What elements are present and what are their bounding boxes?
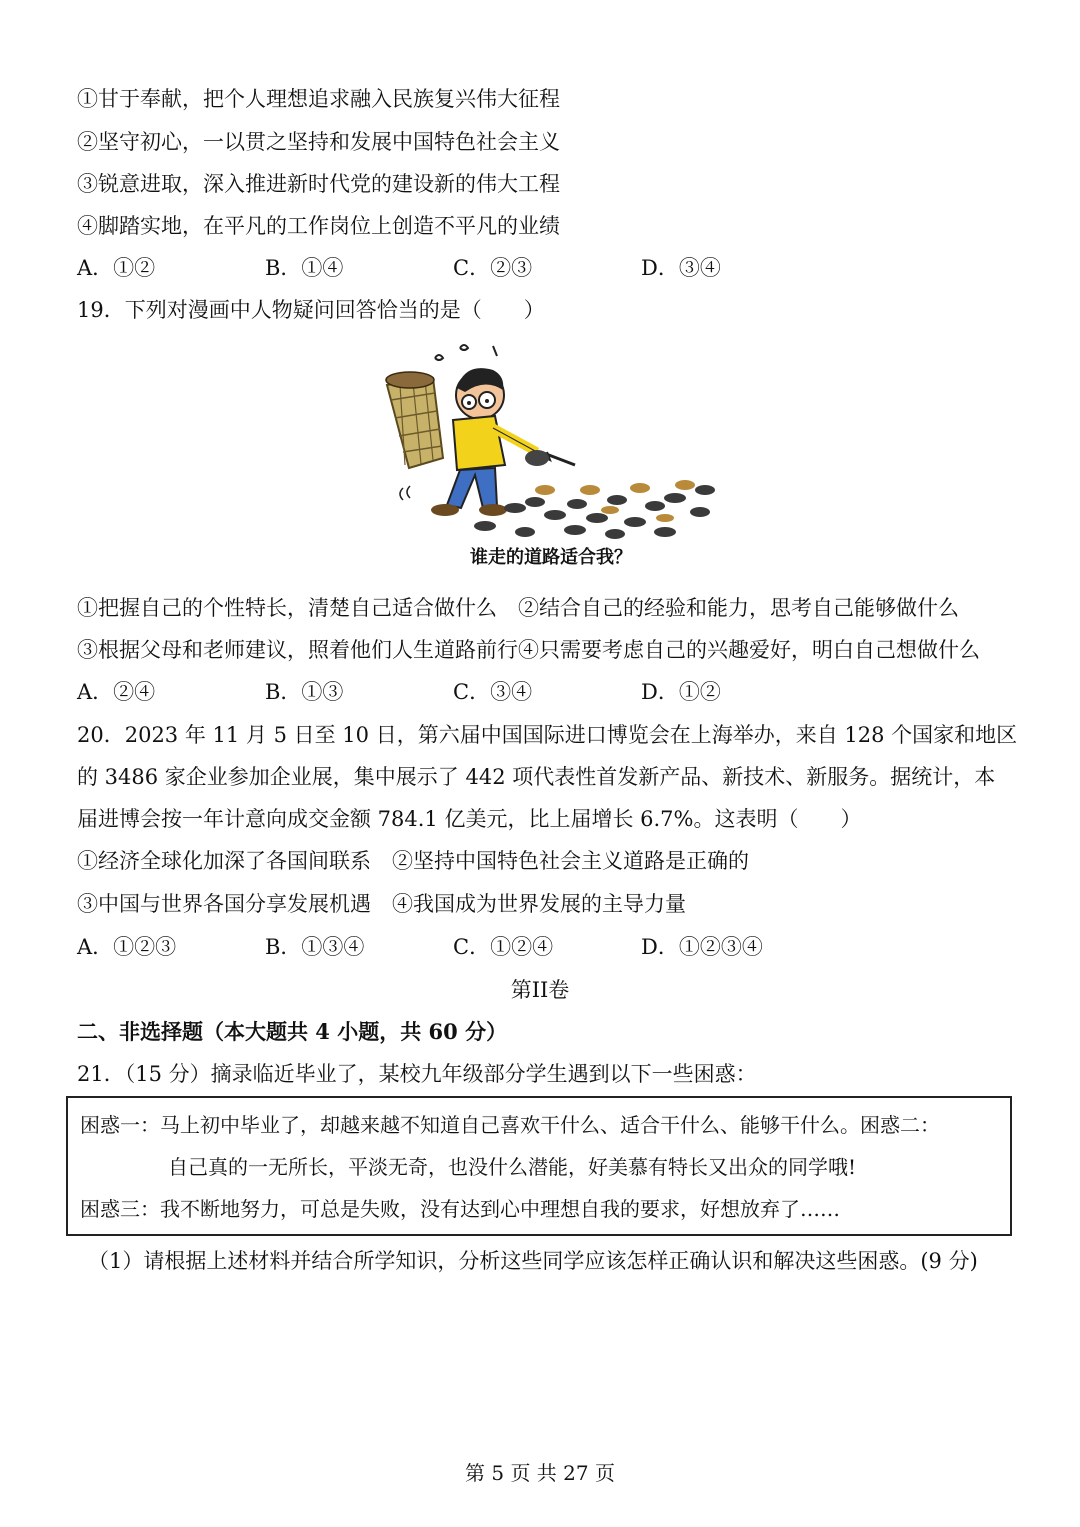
q21-box-line-3: 困惑三：我不断地努力，可总是失败，没有达到心中理想自我的要求，好想放弃了……: [80, 1197, 840, 1221]
q18-option-a: A．①②: [77, 256, 156, 280]
q19-option-d: D．①②: [641, 680, 721, 704]
q21-material-box: [66, 1096, 1012, 1236]
q20-option-b: B．①③④: [265, 935, 365, 959]
q19-stem: 19．下列对漫画中人物疑问回答恰当的是（ ）: [77, 298, 545, 322]
cartoon-illustration: [365, 340, 720, 540]
q20-line-1: ①经济全球化加深了各国间联系 ②坚持中国特色社会主义道路是正确的: [77, 849, 749, 873]
q18-item-2: ②坚守初心，一以贯之坚持和发展中国特色社会主义: [77, 130, 560, 154]
part2-title: 第II卷: [510, 978, 570, 1002]
q20-stem-line-3: 届进博会按一年计意向成交金额 784.1 亿美元，比上届增长 6.7%。这表明（ ）: [77, 807, 862, 831]
q18-item-1: ①甘于奉献，把个人理想追求融入民族复兴伟大征程: [77, 87, 560, 111]
q19-option-c: C．③④: [453, 680, 533, 704]
q20-options: [77, 932, 777, 962]
q20-option-d: D．①②③④: [641, 935, 763, 959]
q20-line-2: ③中国与世界各国分享发展机遇 ④我国成为世界发展的主导力量: [77, 892, 686, 916]
q20-option-a: A．①②③: [77, 935, 177, 959]
page-footer: 第 5 页 共 27 页: [465, 1461, 615, 1485]
section-heading: 二、非选择题（本大题共 4 小题，共 60 分）: [77, 1019, 508, 1044]
q21-box-line-2: 自己真的一无所长，平淡无奇，也没什么潜能，好美慕有特长又出众的同学哦!: [168, 1155, 857, 1179]
q20-stem-line-1: 20．2023 年 11 月 5 日至 10 日，第六届中国国际进口博览会在上海举办，来自 128 个国家和地区: [77, 723, 1018, 747]
q19-option-a: A．②④: [77, 680, 156, 704]
q20-stem-line-2: 的 3486 家企业参加企业展，集中展示了 442 项代表性首发新产品、新技术、新服务。据统计，本: [77, 765, 996, 789]
q18-option-b: B．①④: [265, 256, 344, 280]
q20-option-c: C．①②④: [453, 935, 554, 959]
q21-subquestion-1: （1）请根据上述材料并结合所学知识，分析这些同学应该怎样正确认识和解决这些困惑。(9 分): [88, 1249, 978, 1273]
cartoon-caption: 谁走的道路适合我？: [470, 547, 632, 568]
q18-item-3: ③锐意进取，深入推进新时代党的建设新的伟大工程: [77, 172, 560, 196]
q18-item-4: ④脚踏实地，在平凡的工作岗位上创造不平凡的业绩: [77, 214, 560, 238]
q18-option-c: C．②③: [453, 256, 533, 280]
q21-stem: 21．（15 分）摘录临近毕业了，某校九年级部分学生遇到以下一些困惑：: [77, 1062, 757, 1086]
q19-line-2: ③根据父母和老师建议，照着他们人生道路前行④只需要考虑自己的兴趣爱好，明白自己想做什么: [77, 638, 980, 662]
q21-box-line-1: 困惑一：马上初中毕业了，却越来越不知道自己喜欢干什么、适合干什么、能够干什么。困惑二：: [80, 1113, 940, 1137]
q18-option-d: D．③④: [641, 256, 721, 280]
q18-options: [77, 253, 777, 283]
cartoon-figure: [365, 340, 720, 540]
q19-option-b: B．①③: [265, 680, 344, 704]
q19-line-1: ①把握自己的个性特长，清楚自己适合做什么 ②结合自己的经验和能力，思考自己能够做什么: [77, 596, 959, 620]
q19-options: [77, 677, 777, 707]
